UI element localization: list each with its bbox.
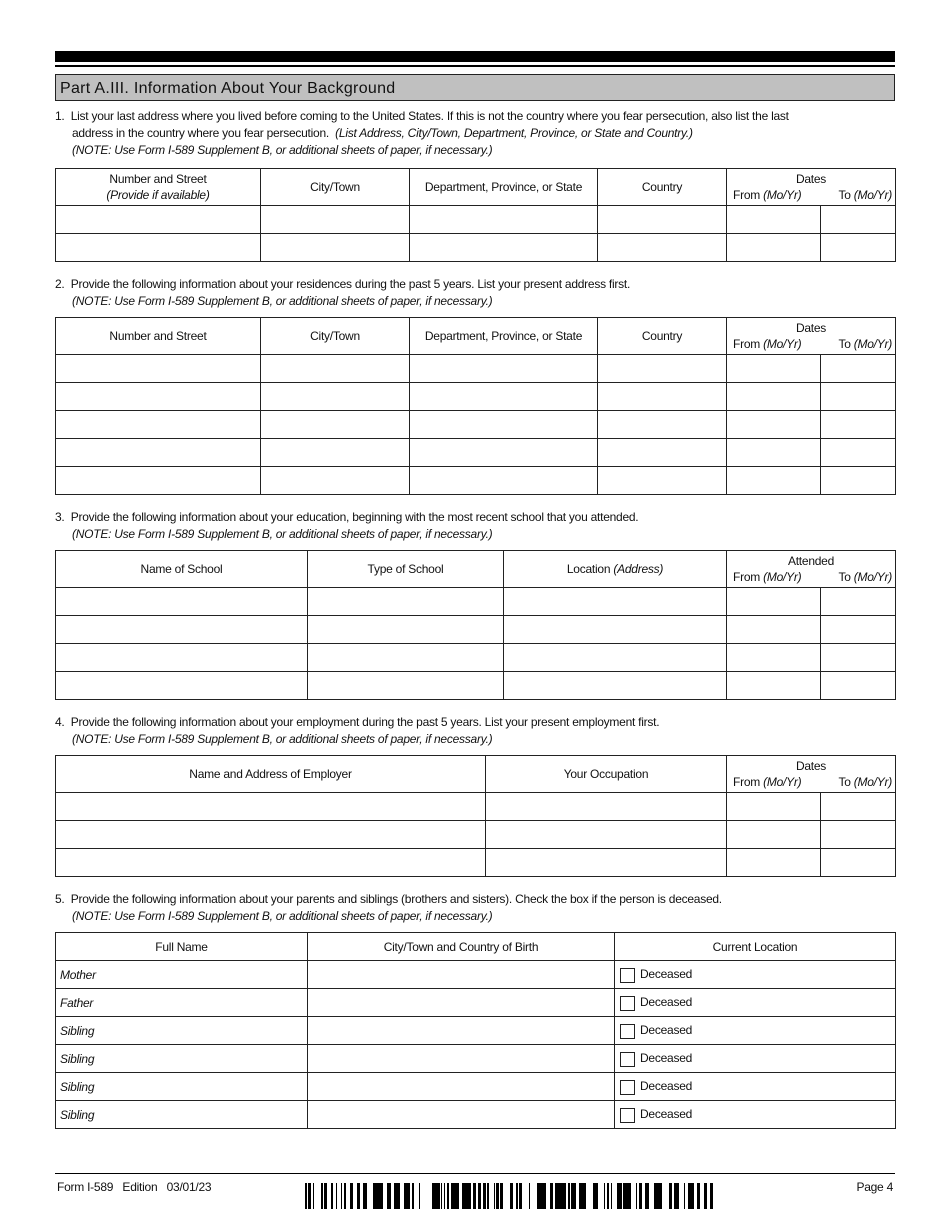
barcode-bar (464, 1183, 467, 1209)
barcode-bar (579, 1183, 581, 1209)
barcode-bar (432, 1183, 433, 1209)
barcode-bar (571, 1183, 574, 1209)
barcode-bar (437, 1183, 440, 1209)
type-field[interactable] (308, 644, 503, 671)
deceased-label: Deceased (640, 1107, 693, 1122)
country-field[interactable] (598, 383, 726, 410)
street-field[interactable] (56, 383, 260, 410)
note: (NOTE: Use Form I-589 Supplement B, or additional sheets of paper, if necessary.) (72, 732, 493, 746)
barcode-bar (688, 1183, 689, 1209)
col-city: City/Town (261, 318, 410, 355)
occupation-field[interactable] (486, 821, 726, 848)
barcode-bar (563, 1183, 566, 1209)
barcode-bar (655, 1183, 657, 1209)
col-location: Location (Address) (504, 551, 727, 588)
relation-label: Sibling (56, 1101, 308, 1129)
barcode-bar (558, 1183, 561, 1209)
city-field[interactable] (261, 439, 409, 466)
barcode-bar (574, 1183, 576, 1209)
city-field[interactable] (261, 411, 409, 438)
barcode-bar (399, 1183, 400, 1209)
barcode-bar (412, 1183, 414, 1209)
birth-field[interactable] (308, 1101, 614, 1128)
birth-field[interactable] (308, 989, 614, 1016)
residences-table (55, 317, 896, 495)
barcode-bar (341, 1183, 342, 1209)
barcode-bar (469, 1183, 471, 1209)
deceased-checkbox[interactable] (620, 968, 635, 983)
question-5: 5. Provide the following information about your parents and siblings (brothers and sisters). Check the box if the person is deceased. (NOTE: Use Form I-589 Supplement B, or additional sheets of paper, if necessary.) (55, 892, 722, 923)
barcode-bar (629, 1183, 631, 1209)
to-field[interactable] (821, 588, 895, 615)
barcode-bar (336, 1183, 337, 1209)
dept-field[interactable] (410, 383, 597, 410)
from-field[interactable] (727, 411, 820, 438)
table-row (56, 234, 896, 262)
barcode-bar (611, 1183, 612, 1209)
question-4: 4. Provide the following information about your employment during the past 5 years. List your present employment first. (NOTE: Use Form I-589 Supplement B, or additional sheets of paper, if necessary.) (55, 715, 660, 746)
school-field[interactable] (56, 672, 307, 699)
barcode-bar (387, 1183, 390, 1209)
question-1: 1. List your last address where you lived before coming to the United States. If this is not the country where you fear persecution, also list the last address in the country where you fear persecution. (List Address, City/Town, Department, Province, or State and Country.) (NOTE: Use Form I-589 Supplement B, or additional sheets of paper, if necessary.) (55, 109, 789, 157)
table-row (56, 616, 896, 644)
barcode-bar (647, 1183, 649, 1209)
barcode-bar (390, 1183, 391, 1209)
barcode-bar (321, 1183, 323, 1209)
barcode-bar (433, 1183, 435, 1209)
table-row (56, 588, 896, 616)
question-3: 3. Provide the following information about your education, beginning with the most recent school that you attended. (NOTE: Use Form I-589 Supplement B, or additional sheets of paper, if necessary.) (55, 510, 639, 541)
barcode-bar (419, 1183, 420, 1209)
col-type: Type of School (308, 551, 504, 588)
barcode-bar (626, 1183, 629, 1209)
family-row (56, 961, 896, 989)
barcode-bar (344, 1183, 345, 1209)
col-name: Full Name (56, 933, 308, 961)
to-field[interactable] (821, 411, 895, 438)
barcode-bar (501, 1183, 502, 1209)
barcode-bar (494, 1183, 495, 1209)
barcode-bar (660, 1183, 662, 1209)
barcode-bar (496, 1183, 499, 1209)
barcode-bar (712, 1183, 713, 1209)
family-row (56, 989, 896, 1017)
location-field[interactable] (504, 644, 726, 671)
table-row (56, 206, 896, 234)
from-field[interactable] (727, 821, 820, 848)
col-current-location: Current Location (615, 933, 896, 961)
barcode-bar (677, 1183, 678, 1209)
relation-label: Mother (56, 961, 308, 989)
barcode-bar (697, 1183, 700, 1209)
barcode-bar (674, 1183, 677, 1209)
to-field[interactable] (821, 234, 895, 261)
barcode-bar (657, 1183, 660, 1209)
col-dept: Department, Province, or State (410, 169, 598, 206)
col-street: Number and Street (56, 318, 261, 355)
barcode-bar (374, 1183, 377, 1209)
occupation-field[interactable] (486, 849, 726, 876)
to-field[interactable] (821, 793, 895, 820)
col-birth: City/Town and Country of Birth (308, 933, 615, 961)
barcode-bar (537, 1183, 540, 1209)
barcode-bar (500, 1183, 501, 1209)
barcode-bar (462, 1183, 464, 1209)
deceased-label: Deceased (640, 1079, 693, 1094)
form-edition: Form I-589 Edition 03/01/23 (57, 1180, 212, 1194)
barcode-bar (452, 1183, 454, 1209)
country-field[interactable] (598, 206, 726, 233)
from-field[interactable] (727, 793, 820, 820)
street-field[interactable] (56, 234, 260, 261)
note: (NOTE: Use Form I-589 Supplement B, or additional sheets of paper, if necessary.) (72, 527, 493, 541)
barcode-bar (568, 1183, 570, 1209)
deceased-checkbox[interactable] (620, 1052, 635, 1067)
question-2: 2. Provide the following information about your residences during the past 5 years. List your present address first. (NOTE: Use Form I-589 Supplement B, or additional sheets of paper, if necessary.) (55, 277, 631, 308)
note: (NOTE: Use Form I-589 Supplement B, or additional sheets of paper, if necessary.) (72, 294, 493, 308)
birth-field[interactable] (308, 961, 614, 988)
barcode-bar (604, 1183, 605, 1209)
barcode-bar (584, 1183, 586, 1209)
footer-rule (55, 1173, 895, 1174)
birth-field[interactable] (308, 1045, 614, 1072)
employer-field[interactable] (56, 821, 485, 848)
barcode-bar (551, 1183, 553, 1209)
from-field[interactable] (727, 383, 820, 410)
barcode-bar (435, 1183, 437, 1209)
barcode-bar (710, 1183, 712, 1209)
to-field[interactable] (821, 355, 895, 382)
deceased-label: Deceased (640, 1023, 693, 1038)
location-field[interactable] (504, 616, 726, 643)
street-field[interactable] (56, 206, 260, 233)
table-row (56, 439, 896, 467)
table-row (56, 644, 896, 672)
type-field[interactable] (308, 616, 503, 643)
table-row (56, 672, 896, 700)
barcode-bar (541, 1183, 544, 1209)
family-row (56, 1045, 896, 1073)
barcode-bar (654, 1183, 655, 1209)
barcode-bar (671, 1183, 672, 1209)
deceased-checkbox[interactable] (620, 1024, 635, 1039)
street-field[interactable] (56, 355, 260, 382)
dept-field[interactable] (410, 234, 597, 261)
from-field[interactable] (727, 467, 820, 494)
barcode-bar (544, 1183, 546, 1209)
barcode-bar (595, 1183, 598, 1209)
from-field[interactable] (727, 588, 820, 615)
country-field[interactable] (598, 467, 726, 494)
barcode-bar (357, 1183, 360, 1209)
barcode-bar (529, 1183, 530, 1209)
street-field[interactable] (56, 467, 260, 494)
deceased-label: Deceased (640, 967, 693, 982)
deceased-label: Deceased (640, 995, 693, 1010)
barcode-bar (555, 1183, 558, 1209)
type-field[interactable] (308, 588, 503, 615)
table-row (56, 793, 896, 821)
col-street: Number and Street (Provide if available) (56, 169, 261, 206)
country-field[interactable] (598, 234, 726, 261)
barcode-bar (692, 1183, 694, 1209)
col-dept: Department, Province, or State (410, 318, 598, 355)
barcode-bar (451, 1183, 452, 1209)
col-attended: Attended From (Mo/Yr) To (Mo/Yr) (727, 551, 896, 588)
street-field[interactable] (56, 411, 260, 438)
col-employer: Name and Address of Employer (56, 756, 486, 793)
barcode-bar (395, 1183, 397, 1209)
barcode-bar (550, 1183, 551, 1209)
barcode-bar (308, 1183, 310, 1209)
top-thin-rule (55, 65, 895, 67)
deceased-label: Deceased (640, 1051, 693, 1066)
deceased-checkbox[interactable] (620, 996, 635, 1011)
country-field[interactable] (598, 439, 726, 466)
table-row (56, 355, 896, 383)
barcode-bar (373, 1183, 374, 1209)
birth-field[interactable] (308, 1017, 614, 1044)
to-field[interactable] (821, 439, 895, 466)
family-row (56, 1073, 896, 1101)
table-row (56, 849, 896, 877)
barcode-bar (457, 1183, 459, 1209)
barcode-bar (704, 1183, 707, 1209)
col-school: Name of School (56, 551, 308, 588)
family-table (55, 932, 896, 1129)
barcode-bar (313, 1183, 314, 1209)
barcode-bar (345, 1183, 346, 1209)
note: (NOTE: Use Form I-589 Supplement B, or additional sheets of paper, if necessary.) (72, 909, 493, 923)
dept-field[interactable] (410, 467, 597, 494)
employer-field[interactable] (56, 793, 485, 820)
city-field[interactable] (261, 206, 409, 233)
col-country: Country (598, 169, 727, 206)
barcode-bar (593, 1183, 595, 1209)
barcode-bar (305, 1183, 307, 1209)
school-field[interactable] (56, 644, 307, 671)
page-number: Page 4 (856, 1180, 893, 1194)
city-field[interactable] (261, 467, 409, 494)
from-field[interactable] (727, 439, 820, 466)
from-field[interactable] (727, 849, 820, 876)
country-field[interactable] (598, 411, 726, 438)
barcode-bar (689, 1183, 691, 1209)
location-field[interactable] (504, 588, 726, 615)
table-row (56, 821, 896, 849)
barcode-bar (502, 1183, 503, 1209)
barcode-bar (617, 1183, 619, 1209)
barcode-bar (404, 1183, 407, 1209)
note: (NOTE: Use Form I-589 Supplement B, or additional sheets of paper, if necessary.) (72, 143, 493, 157)
barcode-bar (441, 1183, 442, 1209)
table-row (56, 383, 896, 411)
dept-field[interactable] (410, 411, 597, 438)
barcode-bar (473, 1183, 476, 1209)
education-table (55, 550, 896, 700)
barcode-bar (397, 1183, 399, 1209)
barcode-bar (645, 1183, 647, 1209)
city-field[interactable] (261, 234, 409, 261)
city-field[interactable] (261, 355, 409, 382)
relation-label: Sibling (56, 1017, 308, 1045)
from-field[interactable] (727, 234, 820, 261)
barcode-bar (377, 1183, 380, 1209)
col-city: City/Town (261, 169, 410, 206)
barcode-bar (324, 1183, 327, 1209)
type-field[interactable] (308, 672, 503, 699)
from-field[interactable] (727, 672, 820, 699)
barcode-bar (447, 1183, 449, 1209)
employment-table (55, 755, 896, 877)
barcode-bar (519, 1183, 520, 1209)
relation-label: Father (56, 989, 308, 1017)
barcode-bar (331, 1183, 333, 1209)
family-row (56, 1017, 896, 1045)
from-field[interactable] (727, 644, 820, 671)
barcode-bar (350, 1183, 353, 1209)
barcode-bar (407, 1183, 409, 1209)
barcode-bar (540, 1183, 541, 1209)
barcode (305, 1183, 713, 1209)
barcode-bar (581, 1183, 584, 1209)
barcode-bar (487, 1183, 489, 1209)
from-field[interactable] (727, 206, 820, 233)
barcode-bar (639, 1183, 642, 1209)
relation-label: Sibling (56, 1045, 308, 1073)
birth-field[interactable] (308, 1073, 614, 1100)
col-dates: Dates From (Mo/Yr) To (Mo/Yr) (727, 169, 896, 206)
barcode-bar (409, 1183, 410, 1209)
employer-field[interactable] (56, 849, 485, 876)
relation-label: Sibling (56, 1073, 308, 1101)
dept-field[interactable] (410, 439, 597, 466)
barcode-bar (478, 1183, 481, 1209)
location-field[interactable] (504, 672, 726, 699)
to-field[interactable] (821, 206, 895, 233)
deceased-checkbox[interactable] (620, 1108, 635, 1123)
barcode-bar (516, 1183, 518, 1209)
col-country: Country (598, 318, 727, 355)
last-address-table (55, 168, 896, 262)
to-field[interactable] (821, 821, 895, 848)
barcode-bar (444, 1183, 445, 1209)
to-field[interactable] (821, 616, 895, 643)
street-field[interactable] (56, 439, 260, 466)
table-row (56, 467, 896, 495)
barcode-bar (636, 1183, 637, 1209)
barcode-bar (561, 1183, 562, 1209)
to-field[interactable] (821, 672, 895, 699)
barcode-bar (691, 1183, 692, 1209)
barcode-bar (607, 1183, 609, 1209)
to-field[interactable] (821, 644, 895, 671)
occupation-field[interactable] (486, 793, 726, 820)
barcode-bar (365, 1183, 367, 1209)
family-row (56, 1101, 896, 1129)
country-field[interactable] (598, 355, 726, 382)
barcode-bar (619, 1183, 622, 1209)
col-dates: Dates From (Mo/Yr) To (Mo/Yr) (727, 318, 896, 355)
dept-field[interactable] (410, 355, 597, 382)
barcode-bar (562, 1183, 563, 1209)
city-field[interactable] (261, 383, 409, 410)
barcode-bar (467, 1183, 469, 1209)
from-field[interactable] (727, 616, 820, 643)
from-field[interactable] (727, 355, 820, 382)
barcode-bar (520, 1183, 522, 1209)
barcode-bar (394, 1183, 395, 1209)
table-row (56, 411, 896, 439)
dept-field[interactable] (410, 206, 597, 233)
section-title: Part A.III. Information About Your Background (55, 74, 895, 101)
barcode-bar (380, 1183, 383, 1209)
barcode-bar (454, 1183, 457, 1209)
barcode-bar (510, 1183, 513, 1209)
barcode-bar (310, 1183, 311, 1209)
school-field[interactable] (56, 616, 307, 643)
barcode-bar (669, 1183, 671, 1209)
barcode-bar (623, 1183, 626, 1209)
col-occupation: Your Occupation (486, 756, 727, 793)
barcode-bar (483, 1183, 486, 1209)
top-rule (55, 51, 895, 62)
to-field[interactable] (821, 849, 895, 876)
to-field[interactable] (821, 467, 895, 494)
barcode-bar (684, 1183, 685, 1209)
col-dates: Dates From (Mo/Yr) To (Mo/Yr) (727, 756, 896, 793)
school-field[interactable] (56, 588, 307, 615)
barcode-bar (678, 1183, 679, 1209)
deceased-checkbox[interactable] (620, 1080, 635, 1095)
to-field[interactable] (821, 383, 895, 410)
barcode-bar (363, 1183, 365, 1209)
